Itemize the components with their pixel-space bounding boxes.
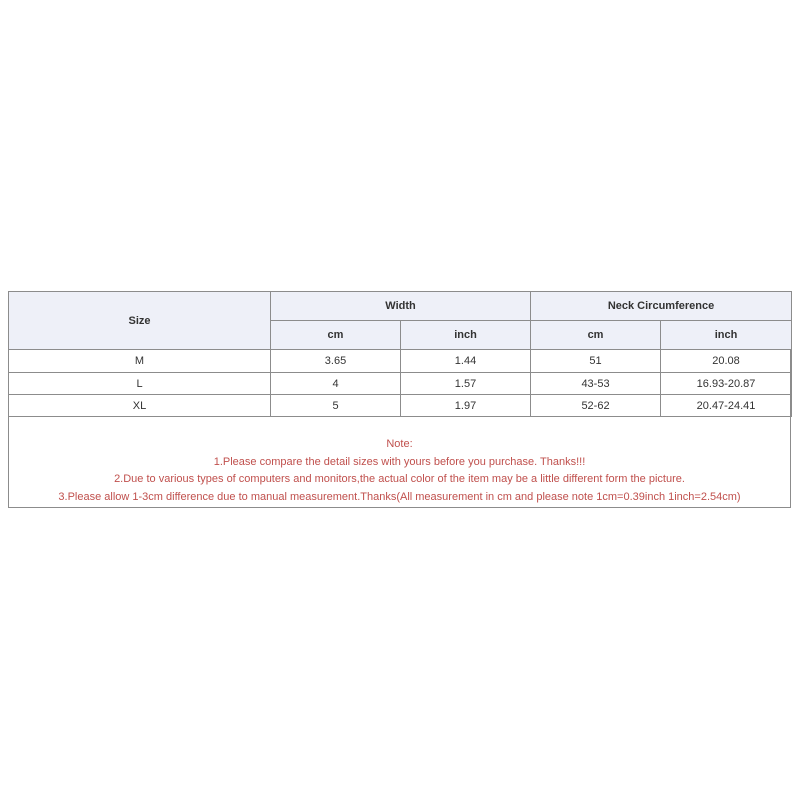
cell-size: M [9, 350, 271, 373]
header-neck-circumference: Neck Circumference [531, 292, 792, 321]
table-row [9, 395, 792, 417]
header-neck-cm: cm [531, 321, 661, 350]
note-line-2: 2.Due to various types of computers and monitors,the actual color of the item may be a little different form the picture. [114, 473, 685, 485]
table-row [9, 373, 792, 395]
cell-width-inch: 1.57 [401, 373, 531, 395]
header-width-cm: cm [271, 321, 401, 350]
header-width-inch: inch [401, 321, 531, 350]
cell-neck-inch: 20.47-24.41 [661, 395, 792, 417]
cell-width-cm: 3.65 [271, 350, 401, 373]
notes-section [8, 416, 791, 508]
cell-size: XL [9, 395, 271, 417]
note-line-3: 3.Please allow 1-3cm difference due to manual measurement.Thanks(All measurement in cm and please note 1cm=0.39inch 1inch=2.54cm) [58, 490, 741, 503]
header-neck-inch: inch [661, 321, 792, 350]
note-line-1: 1.Please compare the detail sizes with yours before you purchase. Thanks!!! [213, 455, 586, 468]
note-title: Note: [386, 438, 413, 450]
cell-neck-cm: 43-53 [531, 373, 661, 395]
table-row [9, 350, 792, 373]
cell-size: L [9, 373, 271, 395]
cell-width-inch: 1.97 [401, 395, 531, 417]
header-width: Width [271, 292, 531, 321]
cell-neck-cm: 51 [531, 350, 661, 373]
cell-neck-cm: 52-62 [531, 395, 661, 417]
cell-width-cm: 5 [271, 395, 401, 417]
cell-neck-inch: 16.93-20.87 [661, 373, 792, 395]
cell-width-inch: 1.44 [401, 350, 531, 373]
cell-neck-inch: 20.08 [661, 350, 792, 373]
header-size: Size [9, 292, 271, 350]
cell-width-cm: 4 [271, 373, 401, 395]
size-chart-table [8, 291, 792, 417]
